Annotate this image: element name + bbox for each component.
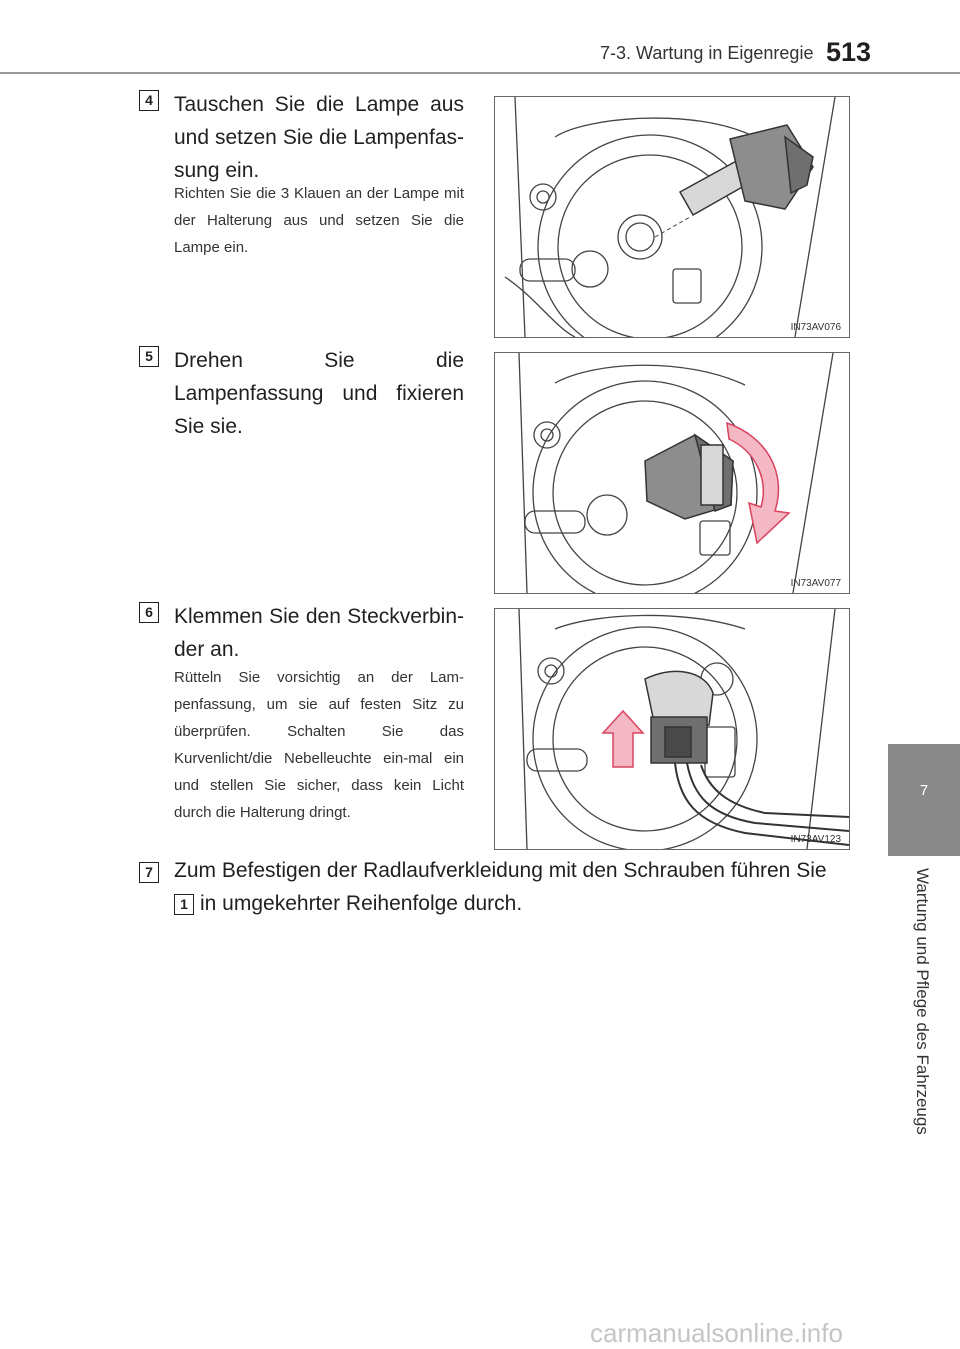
figure-code: IN73AV123 <box>790 834 841 845</box>
lamp-rotate-illustration <box>495 353 849 593</box>
figure-code: IN73AV077 <box>790 578 841 589</box>
step-7-text <box>174 854 850 920</box>
chapter-tab <box>888 744 960 856</box>
figure-step-6 <box>494 608 850 850</box>
step-badge-7: 7 <box>139 862 159 883</box>
step-4-note: Richten Sie die 3 Klauen an der Lampe mit der Halterung aus und setzen Sie die Lampe ein. <box>174 185 464 256</box>
step-6-note: Rütteln Sie vorsichtig an der Lam-penfassung, um sie auf festen Sitz zu überprüfen. Schalten Sie das Kurvenlicht/die Nebelleuchte ein-mal ein und stellen Sie sicher, dass kein Licht durch die Halterung dringt. <box>174 669 464 821</box>
page-number: 513 <box>826 37 872 67</box>
step-4-text: Tauschen Sie die Lampe aus und setzen Sie die Lampenfas-sung ein. <box>174 93 464 182</box>
watermark: carmanualsonline.info <box>590 1318 843 1348</box>
lamp-replacement-illustration <box>495 97 849 337</box>
header-rule <box>0 72 960 74</box>
step-badge-5: 5 <box>139 346 159 367</box>
connector-illustration <box>495 609 849 849</box>
figure-step-5 <box>494 352 850 594</box>
ref-badge-1: 1 <box>174 894 194 915</box>
push-arrow <box>603 711 643 767</box>
step-badge-6: 6 <box>139 602 159 623</box>
step-5-text: Drehen Sie die Lampenfassung und fixieren Sie sie. <box>174 349 464 438</box>
step-7-text-before: Zum Befestigen der Radlaufverkleidung mit den Schrauben führen Sie <box>174 859 827 882</box>
step-badge-4: 4 <box>139 90 159 111</box>
step-7-text-after: in umgekehrter Reihenfolge durch. <box>200 892 523 915</box>
figure-step-4 <box>494 96 850 338</box>
figure-code: IN73AV076 <box>790 322 841 333</box>
section-title: 7-3. Wartung in Eigenregie <box>600 43 814 63</box>
step-6-text: Klemmen Sie den Steckverbin-der an. <box>174 605 464 661</box>
chapter-number: 7 <box>919 782 929 799</box>
chapter-caption: Wartung und Pflege des Fahrzeugs <box>913 868 932 1135</box>
